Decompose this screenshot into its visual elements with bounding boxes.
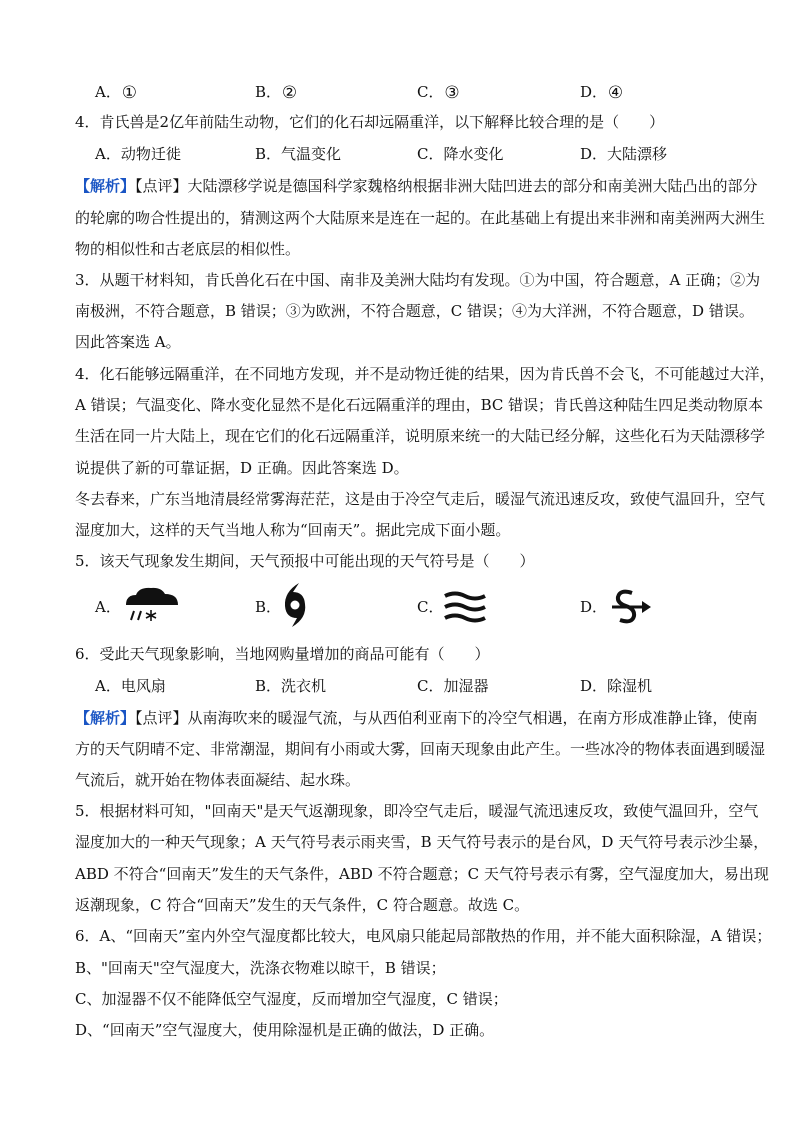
question-5-stem: 5．该天气现象发生期间，天气预报中可能出现的天气符号是（ ） bbox=[75, 552, 535, 570]
material-line-1: 湿度加大，这样的天气当地人称为“回南天”。据此完成下面小题。 bbox=[75, 521, 511, 539]
q6-option-b: B．洗衣机 bbox=[255, 677, 327, 695]
q6-option-d: D．除湿机 bbox=[580, 677, 653, 695]
analysis-2-line-6: 返潮现象，C 符合“回南天”发生的天气条件，C 符合题意。故选 C。 bbox=[75, 896, 530, 914]
q4-option-b: B．气温变化 bbox=[255, 145, 342, 163]
analysis-2-line-7: 6．A、“回南天”室内外空气湿度都比较大，电风扇只能起局部散热的作用，并不能大面积除湿，A 错误； bbox=[75, 927, 772, 945]
analysis-text: 【点评】从南海吹来的暖湿气流，与从西伯利亚南下的冷空气相遇，在南方形成准静止锋，使南 bbox=[135, 709, 758, 727]
analysis-tag: 【解析】 bbox=[75, 709, 136, 727]
circled-number: ② bbox=[281, 82, 298, 103]
question-6-stem: 6．受此天气现象影响，当地网购量增加的商品可能有（ ） bbox=[75, 645, 490, 663]
q5-option-d: D． bbox=[580, 598, 608, 616]
analysis-1-line-8: 生活在同一片大陆上，现在它们的化石远隔重洋，说明原来统一的大陆已经分解，这些化石为天陆漂移学 bbox=[75, 427, 766, 445]
analysis-1-line-0 bbox=[75, 176, 758, 196]
analysis-text: 【点评】大陆漂移学说是德国科学家魏格纳根据非洲大陆凹进去的部分和南美洲大陆凸出的部分 bbox=[135, 177, 758, 195]
fog-icon bbox=[443, 590, 487, 624]
analysis-2-line-5: ABD 不符合“回南天”发生的天气条件，ABD 不符合题意；C 天气符号表示有雾，空气湿度加大，易出现 bbox=[75, 865, 769, 883]
q5-option-c: C． bbox=[417, 598, 444, 616]
analysis-2-line-3: 5．根据材料可知，"回南天"是天气返潮现象，即冷空气走后，暖湿气流迅速反攻，致使气温回升，空气 bbox=[75, 802, 759, 820]
analysis-1-line-1: 的轮廓的吻合性提出的，猜测这两个大陆原来是连在一起的。在此基础上有提出来非洲和南美洲两大洲生 bbox=[75, 209, 766, 227]
analysis-2-line-2: 气流后，就开始在物体表面凝结、起水珠。 bbox=[75, 771, 361, 789]
q4-option-c: C．降水变化 bbox=[417, 145, 504, 163]
option-letter: C． bbox=[417, 83, 444, 101]
analysis-1-line-4: 南极洲，不符合题意，B 错误；③为欧洲，不符合题意，C 错误；④为大洋洲，不符合题意，D 错误。 bbox=[75, 302, 754, 320]
option-a-row bbox=[95, 82, 138, 102]
material-line-0: 冬去春来，广东当地清晨经常雾海茫茫，这是由于冷空气走后，暖湿气流迅速反攻，致使气温回升，空气 bbox=[75, 490, 766, 508]
analysis-1-line-3: 3．从题干材料知，肯氏兽化石在中国、南非及美洲大陆均有发现。①为中国，符合题意，A 正确；②为 bbox=[75, 271, 761, 289]
option-letter: B． bbox=[255, 83, 282, 101]
option-d-row bbox=[580, 82, 624, 102]
q6-option-a: A．电风扇 bbox=[95, 677, 166, 695]
option-letter: D． bbox=[580, 83, 608, 101]
analysis-1-line-7: A 错误；气温变化、降水变化显然不是化石远隔重洋的理由，BC 错误；肯氏兽这种陆生四足类动物原本 bbox=[75, 396, 764, 414]
q4-option-a: A．动物迁徙 bbox=[95, 145, 181, 163]
option-c-row bbox=[417, 82, 460, 102]
analysis-1-line-6: 4．化石能够远隔重洋，在不同地方发现，并不是动物迁徙的结果，因为肯氏兽不会飞，不可能越过大洋， bbox=[75, 365, 775, 383]
analysis-2-line-8: B、"回南天"空气湿度大，洗涤衣物难以晾干，B 错误； bbox=[75, 959, 446, 977]
analysis-2-line-9: C、加湿器不仅不能降低空气湿度，反而增加空气湿度，C 错误； bbox=[75, 990, 508, 1008]
circled-number: ③ bbox=[444, 82, 460, 103]
question-4-stem: 4．肯氏兽是2亿年前陆生动物，它们的化石却远隔重洋，以下解释比较合理的是（ ） bbox=[75, 113, 665, 131]
circled-number: ④ bbox=[607, 82, 624, 103]
circled-number: ① bbox=[121, 82, 137, 103]
q4-option-d: D．大陆漂移 bbox=[580, 145, 668, 163]
q6-option-c: C．加湿器 bbox=[417, 677, 489, 695]
analysis-2-line-4: 湿度加大的一种天气现象；A 天气符号表示雨夹雪，B 天气符号表示的是台风，D 天气符号表示沙尘暴， bbox=[75, 833, 769, 851]
analysis-1-line-5: 因此答案选 A。 bbox=[75, 333, 181, 351]
typhoon-icon bbox=[280, 582, 310, 628]
option-letter: A． bbox=[95, 83, 121, 101]
analysis-2-line-10: D、“回南天”空气湿度大，使用除湿机是正确的做法，D 正确。 bbox=[75, 1021, 495, 1039]
analysis-1-line-9: 说提供了新的可靠证据，D 正确。因此答案选 D。 bbox=[75, 459, 409, 477]
q5-option-b: B． bbox=[255, 598, 282, 616]
analysis-2-line-1: 方的天气阴晴不定、非常潮湿，期间有小雨或大雾，回南天现象由此产生。一些冰冷的物体表面遇到暖湿 bbox=[75, 740, 766, 758]
q5-option-a: A． bbox=[95, 598, 121, 616]
rain-snow-cloud-icon bbox=[122, 586, 182, 624]
sandstorm-icon bbox=[608, 587, 654, 627]
option-b-row bbox=[255, 82, 298, 102]
analysis-2-line-0 bbox=[75, 708, 758, 728]
analysis-tag: 【解析】 bbox=[75, 177, 136, 195]
analysis-1-line-2: 物的相似性和古老底层的相似性。 bbox=[75, 240, 301, 258]
